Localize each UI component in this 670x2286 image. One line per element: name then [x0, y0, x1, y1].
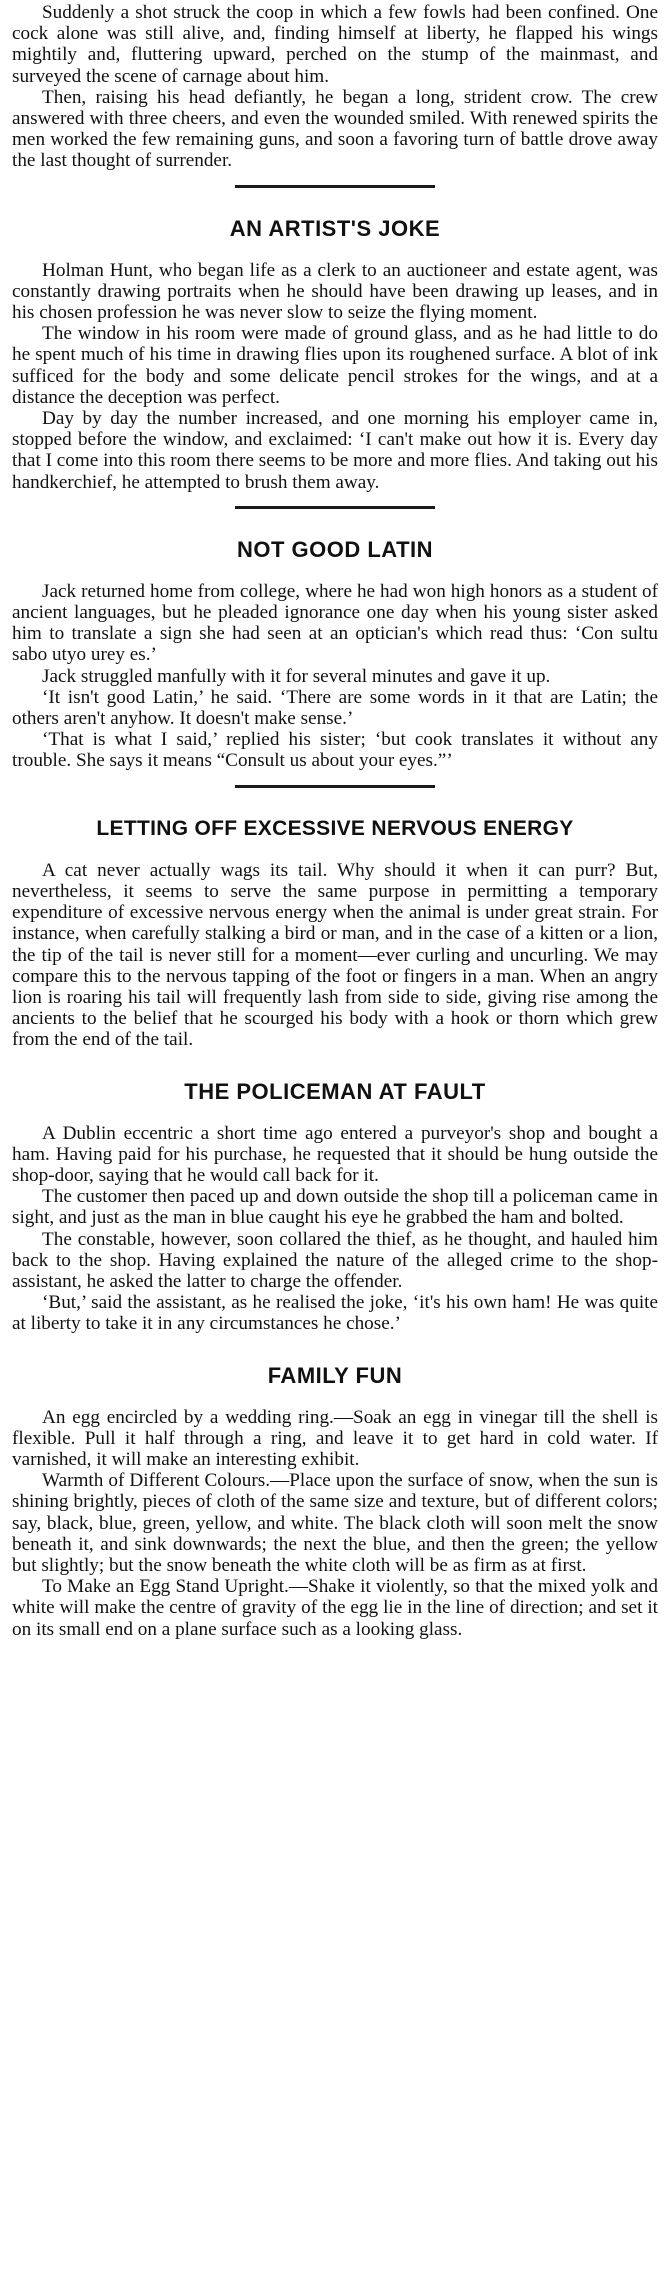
paragraph: Holman Hunt, who began life as a clerk to an auctioneer and estate agent, was constantly drawing portraits when he should have been drawing up leases, and in his chosen profession he was never slow to seize the flying moment.: [12, 259, 658, 324]
paragraph: Day by day the number increased, and one morning his employer came in, stopped before the window, and exclaimed: ‘I can't make out how it is. Every day that I come into this room there seems to be more and more flies. And taking out his handkerchief, he attempted to brush them away.: [12, 408, 658, 493]
article-family-fun: [12, 1363, 658, 1640]
paragraph: Warmth of Different Colours.—Place upon the surface of snow, when the sun is shining brightly, pieces of cloth of the same size and texture, but of different colors; say, black, blue, green, yellow, and white. The black cloth will soon melt the snow beneath it, and sink downwards; the next the blue, and then the green; the yellow but slightly; but the snow beneath the white cloth will be as firm as at first.: [12, 1470, 658, 1576]
article-ship-crow: [12, 2, 658, 172]
paragraph: Jack returned home from college, where he had won high honors as a student of ancient languages, but he pleaded ignorance one day when his young sister asked him to translate a sign she had seen at an optician's which read thus: ‘Con sultu sabo utyo urey es.’: [12, 580, 658, 666]
paragraph: ‘It isn't good Latin,’ he said. ‘There are some words in it that are Latin; the others aren't anyhow. It doesn't make sense.’: [12, 686, 658, 730]
section-divider: [235, 185, 435, 188]
article-title: LETTING OFF EXCESSIVE NERVOUS ENERGY: [96, 816, 574, 840]
paragraph: A Dublin eccentric a short time ago entered a purveyor's shop and bought a ham. Having paid for his purchase, he requested that it should be hung outside the shop-door, saying that he would call back for it.: [12, 1122, 658, 1186]
paragraph: The window in his room were made of ground glass, and as he had little to do he spent much of his time in drawing flies upon its roughened surface. A blot of ink sufficed for the body and some delicate pencil strokes for the wings, and at a distance the deception was perfect.: [12, 323, 658, 408]
article-title: AN ARTIST'S JOKE: [229, 215, 441, 241]
paragraph: ‘But,’ said the assistant, as he realised the joke, ‘it's his own ham! He was quite at liberty to take it in any circumstances he chose.’: [12, 1292, 658, 1335]
article-policeman-at-fault: [12, 1079, 658, 1335]
article-title: NOT GOOD LATIN: [236, 536, 434, 562]
article-title: FAMILY FUN: [267, 1362, 403, 1388]
paragraph: A cat never actually wags its tail. Why should it when it can purr? But, nevertheless, it seems to serve the same purpose in permitting a temporary expenditure of excessive nervous energy when the animal is under great strain. For instance, when carefully stalking a bird or man, and in the case of a kitten or a lion, the tip of the tail is never still for a moment—ever curling and uncurling. We may compare this to the nervous tapping of the foot or fingers in a man. When an angry lion is roaring his tail will frequently lash from side to side, giving rise among the ancients to the belief that he scourged his body with a hook or thorn which grew from the end of the tail.: [12, 859, 658, 1051]
article-not-good-latin: [12, 537, 658, 772]
article-nervous-energy: [12, 816, 658, 1051]
paragraph: ‘That is what I said,’ replied his sister; ‘but cook translates it without any trouble. She says it means “Consult us about your eyes.”’: [12, 729, 658, 772]
article-artists-joke: [12, 216, 658, 493]
paragraph: To Make an Egg Stand Upright.—Shake it violently, so that the mixed yolk and white will make the centre of gravity of the egg lie in the line of direction; and set it on its small end on a plane surface such as a looking glass.: [12, 1576, 658, 1640]
paragraph: Then, raising his head defiantly, he began a long, strident crow. The crew answered with three cheers, and even the wounded smiled. With renewed spirits the men worked the few remaining guns, and soon a favoring turn of battle drove away the last thought of surrender.: [12, 86, 658, 172]
paragraph: The constable, however, soon collared the thief, as he thought, and hauled him back to the shop. Having explained the nature of the alleged crime to the shop-assistant, he asked the latter to charge the offender.: [12, 1228, 658, 1292]
paragraph: The customer then paced up and down outside the shop till a policeman came in sight, and just as the man in blue caught his eye he grabbed the ham and bolted.: [12, 1186, 658, 1229]
section-divider: [235, 506, 435, 509]
section-divider: [235, 785, 435, 788]
paragraph: Jack struggled manfully with it for several minutes and gave it up.: [42, 665, 551, 687]
paragraph: An egg encircled by a wedding ring.—Soak an egg in vinegar till the shell is flexible. Pull it half through a ring, and leave it to get hard in cold water. If varnished, it will make an interesting exhibit.: [12, 1406, 658, 1470]
paragraph: Suddenly a shot struck the coop in which a few fowls had been confined. One cock alone was still alive, and, finding himself at liberty, he flapped his wings mightily and, fluttering upward, perched on the stump of the mainmast, and surveyed the scene of carnage about him.: [12, 2, 658, 87]
article-title: THE POLICEMAN AT FAULT: [184, 1078, 486, 1104]
